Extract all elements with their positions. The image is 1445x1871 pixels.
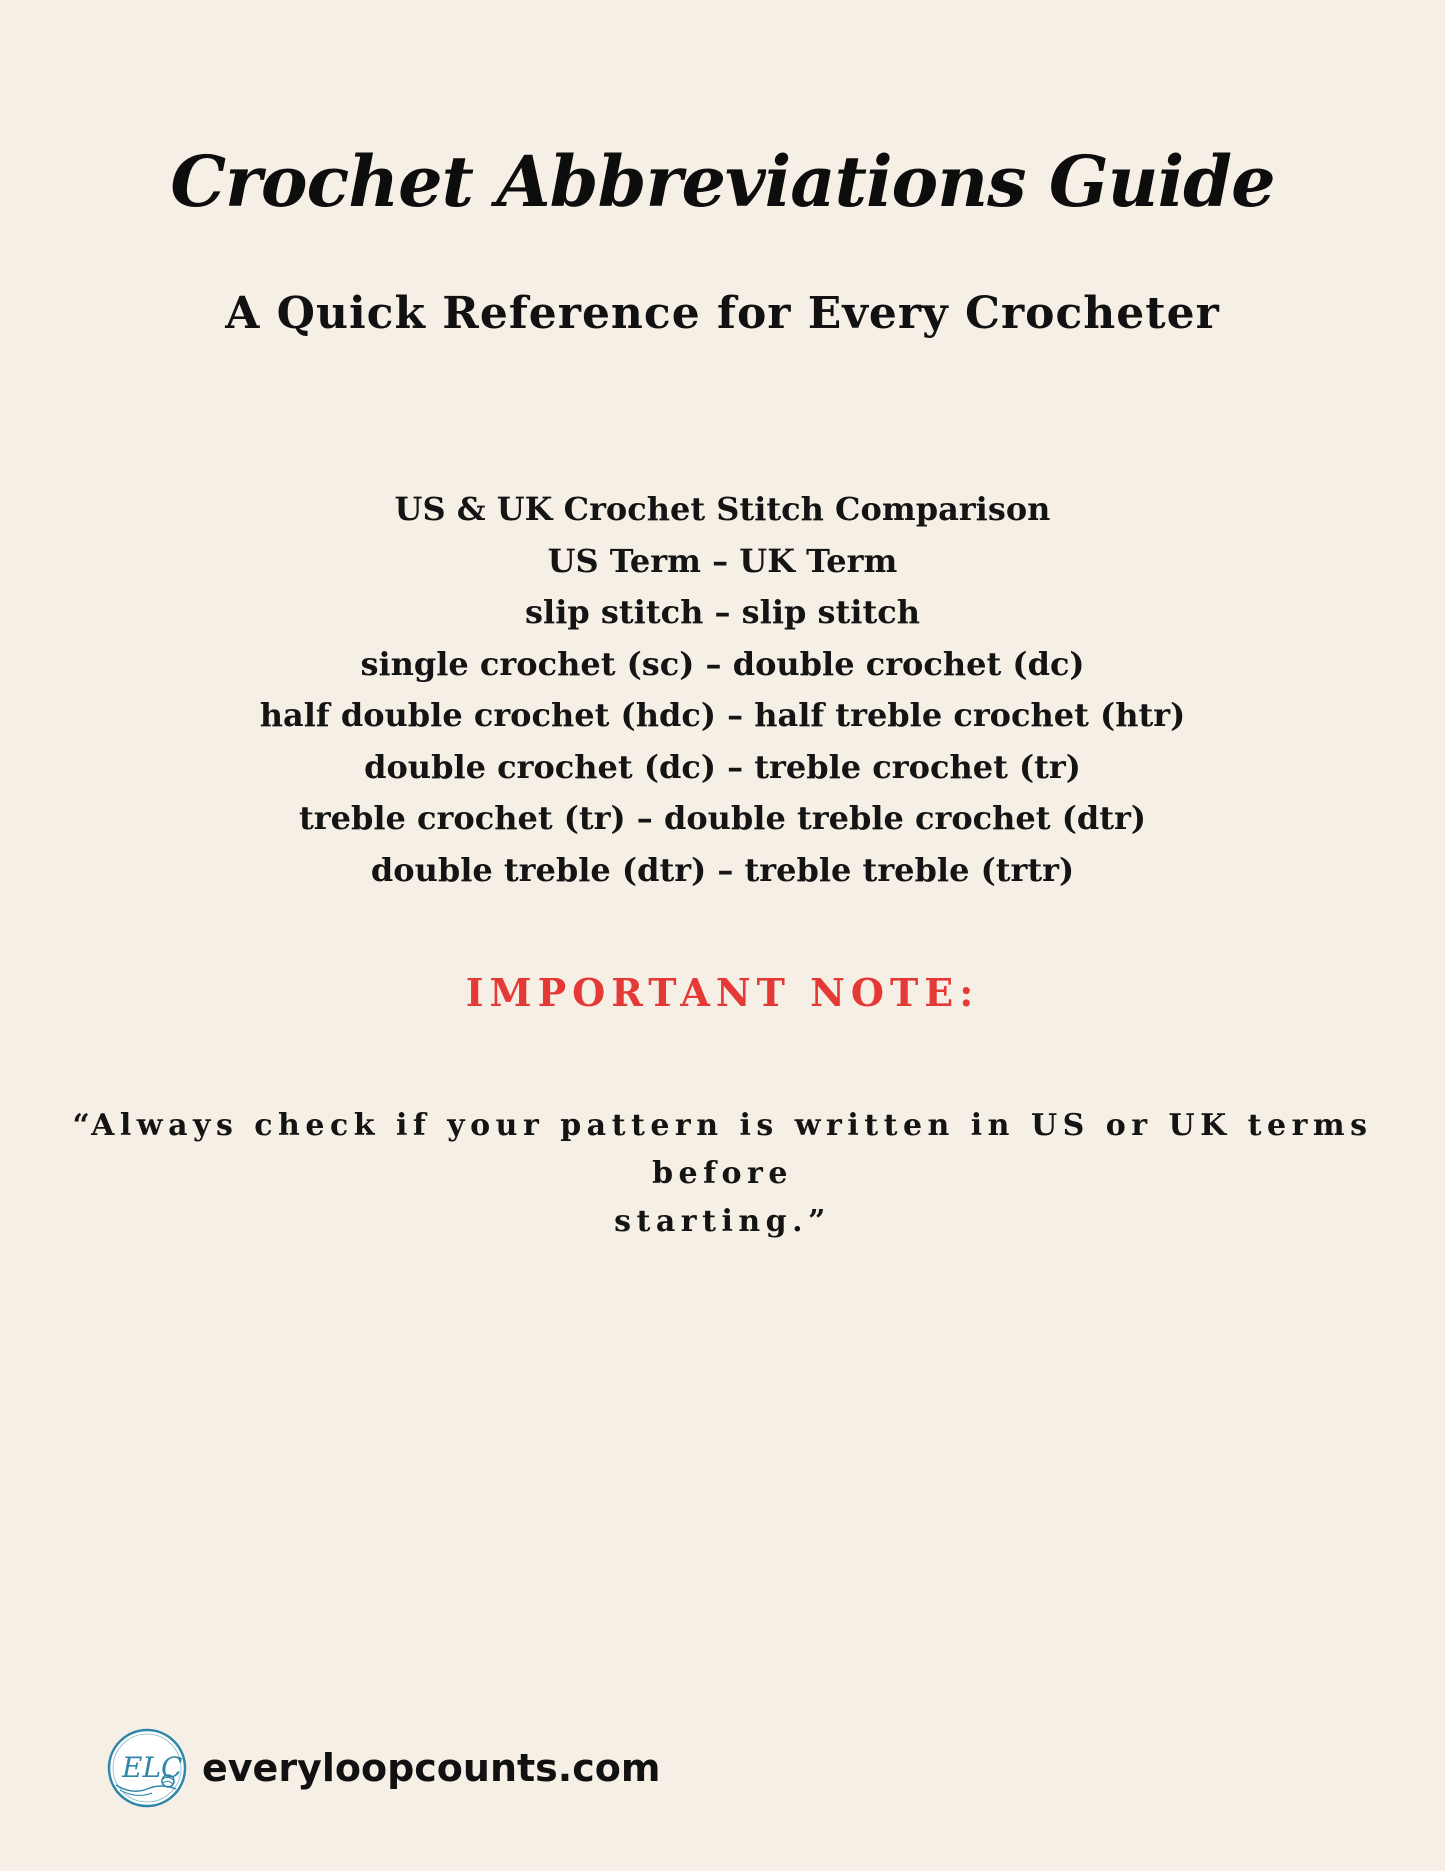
logo-lettering: ELC	[122, 1751, 183, 1784]
footer	[106, 1731, 660, 1805]
comparison-row: treble crochet (tr) – double treble crochet (dtr)	[298, 799, 1146, 837]
comparison-row: double crochet (dc) – treble crochet (tr)	[364, 747, 1081, 786]
comparison-heading: US & UK Crochet Stitch Comparison	[394, 490, 1051, 528]
website-link[interactable]: everyloopcounts.com	[202, 1746, 661, 1790]
note-line-1: “Always check if your pattern is written in US or UK terms before	[72, 1108, 1373, 1191]
page-subtitle: A Quick Reference for Every Crocheter	[225, 288, 1220, 339]
important-note-heading: IMPORTANT NOTE:	[465, 970, 980, 1015]
comparison-row: double treble (dtr) – treble treble (trtr)	[370, 850, 1075, 889]
yarn-ball-logo-icon	[106, 1727, 188, 1809]
note-line-2: starting.”	[614, 1204, 831, 1239]
comparison-row: slip stitch – slip stitch	[525, 593, 920, 631]
page-title: Crochet Abbreviations Guide	[170, 140, 1275, 223]
important-note-text	[60, 1102, 1385, 1246]
comparison-row: half double crochet (hdc) – half treble crochet (htr)	[259, 696, 1186, 734]
comparison-list	[0, 484, 1445, 896]
comparison-row: single crochet (sc) – double crochet (dc)	[360, 644, 1085, 683]
comparison-header-row: US Term – UK Term	[547, 541, 898, 580]
